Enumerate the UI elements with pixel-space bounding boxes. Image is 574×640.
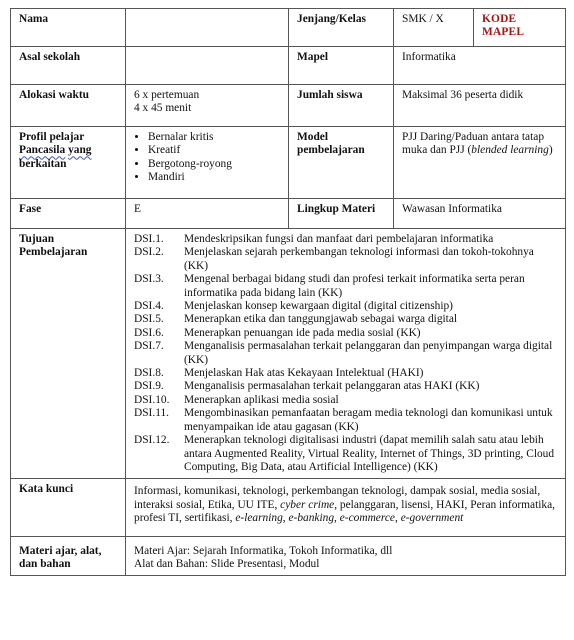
list-item [134, 380, 557, 393]
list-item [134, 313, 557, 326]
jumlah-label: Jumlah siswa [289, 85, 394, 127]
model-text-1: PJJ Daring/Paduan antara tatap muka dan PJJ ( [402, 131, 545, 157]
tujuan-code: DSI.10. [134, 393, 170, 406]
list-item [134, 273, 557, 300]
tujuan-label-line-1: Tujuan [19, 233, 55, 245]
fase-value: E [126, 199, 289, 229]
row-kata-kunci [11, 479, 566, 536]
kata-kunci-label: Kata kunci [11, 479, 126, 536]
tujuan-text: Menganalisis permasalahan terkait pelanggaran dan penyimpangan warga digital (KK) [184, 340, 553, 366]
tujuan-code: DSI.2. [134, 246, 164, 259]
tujuan-text: Menerapkan etika dan tanggungjawab sebagai warga digital [184, 313, 458, 326]
kk-e-banking: e-banking [288, 512, 335, 525]
mapel-label: Mapel [289, 47, 394, 85]
profil-list [134, 131, 280, 185]
row-profil [11, 127, 566, 199]
row-nama [11, 9, 566, 47]
model-text-italic: blended learning [471, 144, 549, 157]
tujuan-text: Menjelaskan sejarah perkembangan teknologi informasi dan tokoh-tokohnya (KK) [184, 246, 534, 272]
profil-label-line-2 [19, 144, 117, 157]
materi-line-2: Alat dan Bahan: Slide Presentasi, Modul [134, 557, 320, 570]
lingkup-value: Wawasan Informatika [394, 199, 566, 229]
asal-label: Asal sekolah [11, 47, 126, 85]
alokasi-line-2: 4 x 45 menit [134, 102, 192, 115]
jenjang-label: Jenjang/Kelas [289, 9, 394, 47]
kk-e-government: e-government [400, 512, 464, 525]
tujuan-list-wrap [134, 233, 557, 474]
profil-label-line-1: Profil pelajar [19, 131, 85, 143]
tujuan-label-line-2: Pembelajaran [19, 246, 88, 259]
profil-value [126, 127, 289, 199]
tujuan-code: DSI.6. [134, 326, 164, 339]
tujuan-text: Mengenal berbagai bidang studi dan profesi terkait informatika serta peran informatika pada bidang lain (KK) [184, 273, 525, 299]
nama-label: Nama [11, 9, 126, 47]
kk-e-commerce: e-commerce [339, 512, 395, 525]
kode-mapel: KODE MAPEL [474, 9, 566, 47]
model-text-2: ) [548, 144, 553, 157]
profil-label-pancasila: Pancasila [19, 144, 66, 157]
kk-sep-3: , [394, 512, 401, 525]
list-item [134, 340, 557, 367]
tujuan-list [134, 233, 557, 474]
list-item: • Bernalar kritis [148, 131, 280, 144]
nama-value [126, 9, 289, 47]
list-item: • Kreatif [148, 144, 280, 157]
tujuan-code: DSI.4. [134, 300, 164, 313]
mapel-value: Informatika [394, 47, 566, 85]
lingkup-label: Lingkup Materi [289, 199, 394, 229]
tujuan-value [126, 229, 566, 479]
alokasi-label: Alokasi waktu [11, 85, 126, 127]
tujuan-text: Menganalisis permasalahan terkait pelanggaran atas HAKI (KK) [184, 380, 480, 393]
kata-kunci-value [126, 479, 566, 536]
alokasi-line-1: 6 x pertemuan [134, 89, 200, 101]
list-item [134, 407, 557, 434]
kk-text-1: Informasi, komunikasi, teknologi, perkembangan teknologi, dampak sosial, media sosial, interaksi sosial, Etika, UU ITE, [134, 485, 541, 511]
list-item [134, 300, 557, 313]
list-item [134, 394, 557, 407]
kk-sep-1: , [282, 512, 289, 525]
jumlah-value: Maksimal 36 peserta didik [394, 85, 566, 127]
alokasi-value [126, 85, 289, 127]
tujuan-text: Mendeskripsikan fungsi dan manfaat dari pembelajaran informatika [184, 233, 494, 245]
profil-label-line-3: berkaitan [19, 157, 67, 170]
tujuan-text: Menjelaskan konsep kewargaan digital (digital citizenship) [184, 300, 453, 313]
tujuan-code: DSI.7. [134, 340, 164, 353]
row-materi [11, 536, 566, 576]
row-alokasi [11, 85, 566, 127]
materi-label [11, 536, 126, 576]
tujuan-text: Menerapkan teknologi digitalisasi industri (dapat memilih salah satu atau lebih antara Augmented Reality, Virtual Reality, Internet of Things, 3D printing, Cloud Computing, Big Data, atau Artificial Intelligence) (KK) [184, 434, 555, 473]
materi-line-1: Materi Ajar: Sejarah Informatika, Tokoh Informatika, dll [134, 544, 393, 557]
tujuan-label [11, 229, 126, 479]
list-item: • Mandiri [148, 171, 280, 184]
asal-value [126, 47, 289, 85]
materi-value [126, 536, 566, 576]
tujuan-text: Menjelaskan Hak atas Kekayaan Intelektual (HAKI) [184, 367, 424, 380]
tujuan-code: DSI.3. [134, 273, 164, 286]
kk-e-learning: e-learning [235, 512, 283, 525]
tujuan-code: DSI.8. [134, 367, 164, 380]
profil-label-yang: yang [68, 144, 92, 157]
tujuan-text: Menerapkan aplikasi media sosial [184, 393, 339, 406]
lesson-plan-table [10, 8, 566, 576]
list-item: • Bergotong-royong [148, 158, 280, 171]
profil-label [11, 127, 126, 199]
list-item [134, 367, 557, 380]
row-asal-sekolah [11, 47, 566, 85]
model-label-line-1: Model [297, 131, 329, 143]
tujuan-code: DSI.12. [134, 434, 170, 447]
kk-cyber-crime: cyber crime [280, 498, 335, 511]
model-label [289, 127, 394, 199]
model-label-line-2: pembelajaran [297, 144, 365, 157]
tujuan-code: DSI.9. [134, 380, 164, 393]
tujuan-code: DSI.11. [134, 407, 170, 420]
row-tujuan [11, 229, 566, 479]
materi-label-line-2: dan bahan [19, 557, 71, 570]
model-value [394, 127, 566, 199]
tujuan-text: Menerapkan penuangan ide pada media sosial (KK) [184, 326, 421, 339]
row-fase [11, 199, 566, 229]
tujuan-code: DSI.1. [134, 233, 164, 245]
list-item [134, 327, 557, 340]
list-item [134, 233, 557, 246]
list-item [134, 434, 557, 474]
jenjang-value: SMK / X [394, 9, 474, 47]
kk-sep-2: , [334, 512, 340, 525]
tujuan-code: DSI.5. [134, 313, 164, 326]
list-item [134, 246, 557, 273]
materi-label-line-1: Materi ajar, alat, [19, 544, 102, 557]
fase-label: Fase [11, 199, 126, 229]
tujuan-text: Mengombinasikan pemanfaatan beragam media teknologi dan komunikasi untuk menyampaikan ide atau gagasan (KK) [184, 407, 553, 433]
kk-text-2: , pelanggaran, lisensi, HAKI, Peran informatika, profesi TI, sertifikasi, [134, 498, 556, 525]
